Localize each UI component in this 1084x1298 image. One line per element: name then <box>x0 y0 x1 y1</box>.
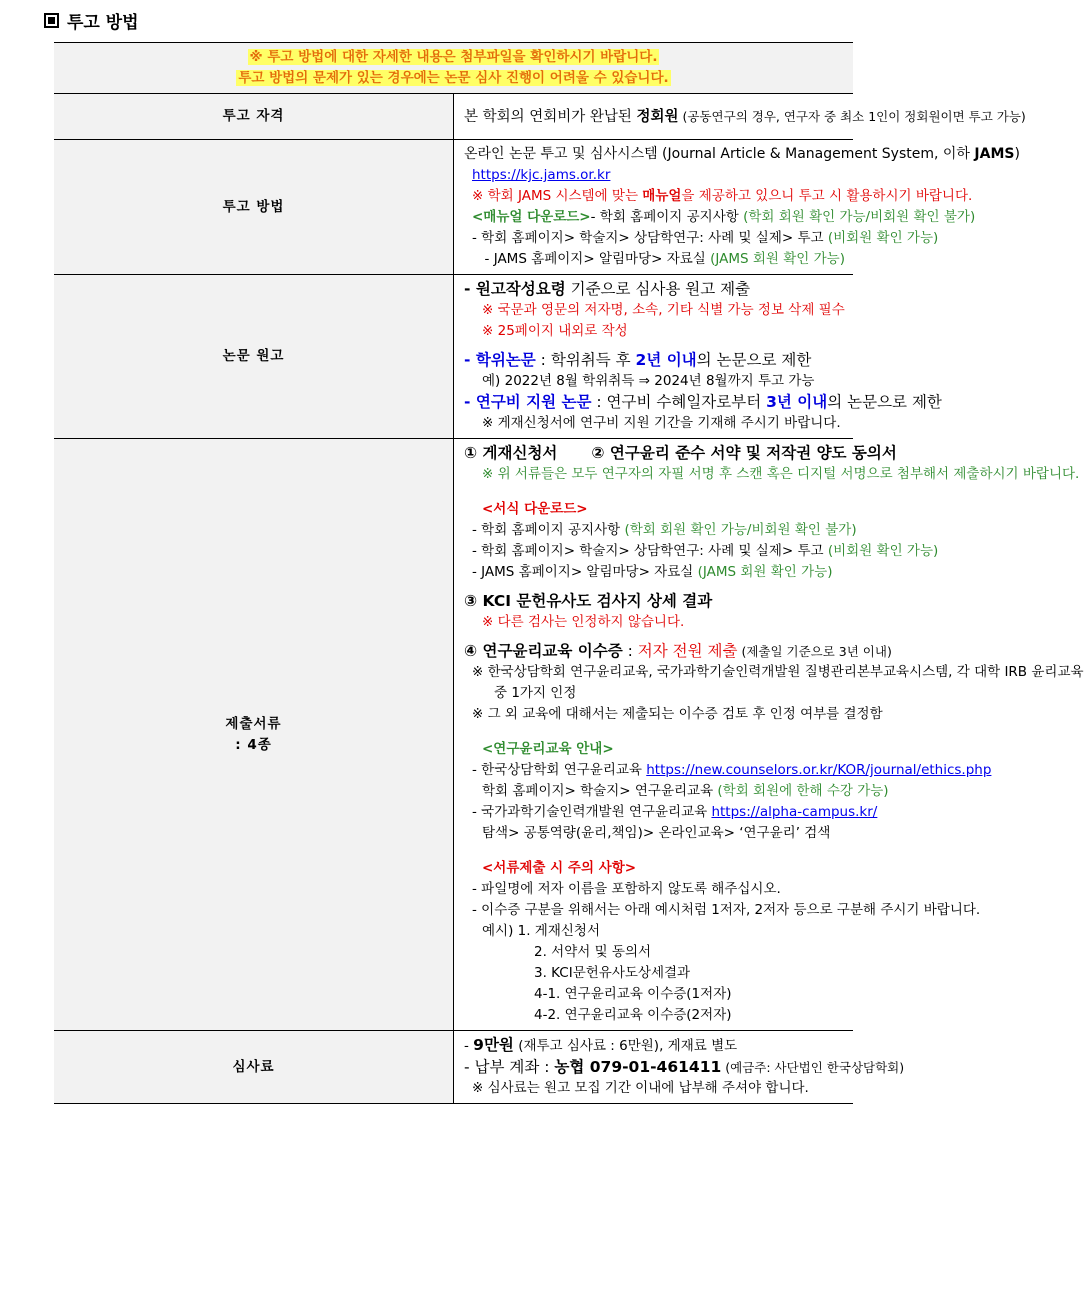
eligibility-suffix: (공동연구의 경우, 연구자 중 최소 1인이 정회원이면 투고 가능) <box>678 108 1026 124</box>
form-text: - 학회 홈페이지 공지사항 <box>472 522 625 538</box>
method-intro: 온라인 논문 투고 및 심사시스템 (Journal Article & Management System, 이하 <box>464 146 975 162</box>
funded-text-end: 의 논문으로 제한 <box>827 393 942 411</box>
method-intro-end: ) <box>1014 146 1020 162</box>
method-header: 투고 방법 <box>54 140 454 275</box>
manual-download-label: <매뉴얼 다운로드> <box>472 209 591 225</box>
form-download-label: <서식 다운로드> <box>482 501 588 517</box>
guideline-word: 원고작성요령 <box>475 280 566 298</box>
eligibility-cell <box>454 94 1026 140</box>
ethics-3: - 국가과학기술인력개발원 연구윤리교육 <box>472 804 712 820</box>
doc-4-note-1b: 중 1가지 인정 <box>494 685 577 701</box>
doc-2: ② 연구윤리 준수 서약 및 저작권 양도 동의서 <box>591 444 897 462</box>
ethics-link-1[interactable]: https://new.counselors.or.kr/KOR/journal/ethics.php <box>646 762 992 778</box>
download-text: - 학회 홈페이지 공지사항 <box>590 209 744 225</box>
documents-header-1: 제출서류 <box>225 715 282 732</box>
eligibility-header: 투고 자격 <box>54 94 454 140</box>
documents-cell <box>454 439 1084 1031</box>
bullet: - <box>464 280 476 298</box>
form-text: - 학회 홈페이지> 학술지> 상담학연구: 사례 및 실제> 투고 <box>472 543 828 559</box>
fee-header: 심사료 <box>54 1031 454 1104</box>
caution-label: <서류제출 시 주의 사항> <box>482 860 637 876</box>
download-note: (JAMS 회원 확인 가능) <box>710 251 845 267</box>
eligibility-strong: 정회원 <box>636 108 679 125</box>
fee-cell <box>454 1031 905 1104</box>
manuscript-line-1: 기준으로 심사용 원고 제출 <box>565 280 751 298</box>
manuscript-note-pages: ※ 25페이지 내외로 작성 <box>482 323 628 339</box>
manual-note: ※ 학회 JAMS 시스템에 맞는 <box>472 188 643 204</box>
fee-account-holder: (예금주: 사단법인 한국상담학회) <box>721 1060 905 1075</box>
manuscript-header: 논문 원고 <box>54 275 454 439</box>
fee-row <box>54 1031 853 1104</box>
doc-4-period: (제출일 기준으로 3년 이내) <box>737 644 892 659</box>
funded-limit: 3년 이내 <box>766 393 828 411</box>
documents-header-2: : 4종 <box>235 736 272 753</box>
ethics-2: 학회 홈페이지> 학술지> 연구윤리교육 <box>482 783 718 799</box>
notice-line-2: 투고 방법의 문제가 있는 경우에는 논문 심사 진행이 어려울 수 있습니다. <box>238 70 669 86</box>
fee-amount: 9만원 <box>473 1036 514 1054</box>
manual-download-2[interactable] <box>472 228 938 249</box>
form-download-2[interactable] <box>464 541 939 562</box>
form-download-3[interactable] <box>464 562 845 583</box>
eligibility-row <box>54 94 853 140</box>
doc-4-note-2: ※ 그 외 교육에 대해서는 제출되는 이수증 검토 후 인정 여부를 결정함 <box>472 706 883 722</box>
doc-4-note-1: ※ 한국상담학회 연구윤리교육, 국가과학기술인력개발원 질병관리본부교육시스템, 각 대학 IRB 윤리교육 <box>472 664 1084 680</box>
doc-3-note: ※ 다른 검사는 인정하지 않습니다. <box>482 614 685 630</box>
degree-text-end: 의 논문으로 제한 <box>696 351 812 369</box>
bullet: - <box>464 1038 474 1054</box>
funded-paper: 연구비 지원 논문 <box>475 393 592 411</box>
bullet: - <box>464 351 476 369</box>
form-note: (학회 회원 확인 가능/비회원 확인 불가) <box>624 522 857 538</box>
degree-text: : 학위취득 후 <box>535 351 636 369</box>
manual-download-3[interactable] <box>485 249 845 270</box>
example-item: 4-2. 연구윤리교육 이수증(2저자) <box>534 1007 732 1023</box>
section-title <box>44 8 139 33</box>
manual-download-1[interactable] <box>591 207 976 228</box>
fee-account-label: - 납부 계좌 : <box>464 1058 555 1076</box>
degree-example: 예) 2022년 8월 학위취득 ⇒ 2024년 8월까지 투고 가능 <box>482 373 815 389</box>
method-row <box>54 140 853 275</box>
caution-2: - 이수증 구분을 위해서는 아래 예시처럼 1저자, 2저자 등으로 구분해 주시기 바랍니다. <box>472 902 981 918</box>
ethics-2-note: (학회 회원에 한해 수강 가능) <box>717 783 889 799</box>
form-text: - JAMS 홈페이지> 알림마당> 자료실 <box>472 564 698 580</box>
ethics-4: 탐색> 공통역량(윤리,책임)> 온라인교육> ‘연구윤리’ 검색 <box>482 825 831 841</box>
documents-header <box>54 439 454 1031</box>
fee-line-1: (재투고 심사료 : 6만원), 게재료 별도 <box>513 1038 738 1054</box>
eligibility-prefix: 본 학회의 연회비가 완납된 <box>464 108 637 125</box>
example-item: 3. KCI문헌유사도상세결과 <box>534 965 691 981</box>
notice-row <box>54 43 853 94</box>
download-note: (학회 회원 확인 가능/비회원 확인 불가) <box>743 209 976 225</box>
download-text: - 학회 홈페이지> 학술지> 상담학연구: 사례 및 실제> 투고 <box>472 230 828 246</box>
download-text: - JAMS 홈페이지> 알림마당> 자료실 <box>484 251 711 267</box>
notice-cell <box>54 43 853 94</box>
download-note: (비회원 확인 가능) <box>827 230 939 246</box>
method-jams: JAMS <box>974 146 1015 162</box>
section-title-text: 투고 방법 <box>67 13 139 33</box>
ethics-1: - 한국상담학회 연구윤리교육 <box>472 762 647 778</box>
doc-4-sep: : <box>622 642 638 660</box>
example-item: 2. 서약서 및 동의서 <box>534 944 652 960</box>
documents-row <box>54 439 853 1031</box>
manuscript-note-anon: ※ 국문과 영문의 저자명, 소속, 기타 식별 가능 정보 삭제 필수 <box>482 302 845 318</box>
doc-3: ③ KCI 문헌유사도 검사지 상세 결과 <box>464 592 713 610</box>
caution-1: - 파일명에 저자 이름을 포함하지 않도록 해주십시오. <box>472 881 781 897</box>
doc-1: ① 게재신청서 <box>464 444 558 462</box>
example-label: 예시) <box>482 923 518 939</box>
submission-info-table <box>54 42 1084 1104</box>
funded-text: : 연구비 수혜일자로부터 <box>591 393 767 411</box>
form-note: (비회원 확인 가능) <box>827 543 939 559</box>
form-download-1[interactable] <box>464 520 857 541</box>
ethics-link-2[interactable]: https://alpha-campus.kr/ <box>711 804 878 820</box>
ethics-guide-label: <연구윤리교육 안내> <box>482 741 614 757</box>
example-item: 4-1. 연구윤리교육 이수증(1저자) <box>534 986 732 1002</box>
manual-word: 매뉴얼 <box>642 188 682 204</box>
degree-thesis: 학위논문 <box>475 351 536 369</box>
fee-account-number: 농협 079-01-461411 <box>554 1058 722 1076</box>
square-bullet-icon <box>44 13 59 28</box>
manual-note-end: 을 제공하고 있으니 투고 시 활용하시기 바랍니다. <box>681 188 973 204</box>
fee-note: ※ 심사료는 원고 모집 기간 이내에 납부해 주셔야 합니다. <box>472 1080 809 1096</box>
doc-4-all-authors: 저자 전원 제출 <box>637 642 738 660</box>
doc-12-note: ※ 위 서류들은 모두 연구자의 자필 서명 후 스캔 혹은 디지털 서명으로 첨부해서 제출하시기 바랍니다. <box>482 466 1080 482</box>
jams-link[interactable]: https://kjc.jams.or.kr <box>472 167 611 183</box>
notice-line-1: ※ 투고 방법에 대한 자세한 내용은 첨부파일을 확인하시기 바랍니다. <box>249 49 658 65</box>
bullet: - <box>464 393 476 411</box>
degree-limit: 2년 이내 <box>635 351 697 369</box>
funded-note: ※ 게재신청서에 연구비 지원 기간을 기재해 주시기 바랍니다. <box>482 415 841 431</box>
form-note: (JAMS 회원 확인 가능) <box>697 564 833 580</box>
manuscript-row <box>54 275 853 439</box>
manuscript-cell <box>454 275 942 439</box>
doc-4: ④ 연구윤리교육 이수증 <box>464 642 623 660</box>
example-item: 1. 게재신청서 <box>517 923 601 939</box>
method-cell <box>454 140 1020 275</box>
